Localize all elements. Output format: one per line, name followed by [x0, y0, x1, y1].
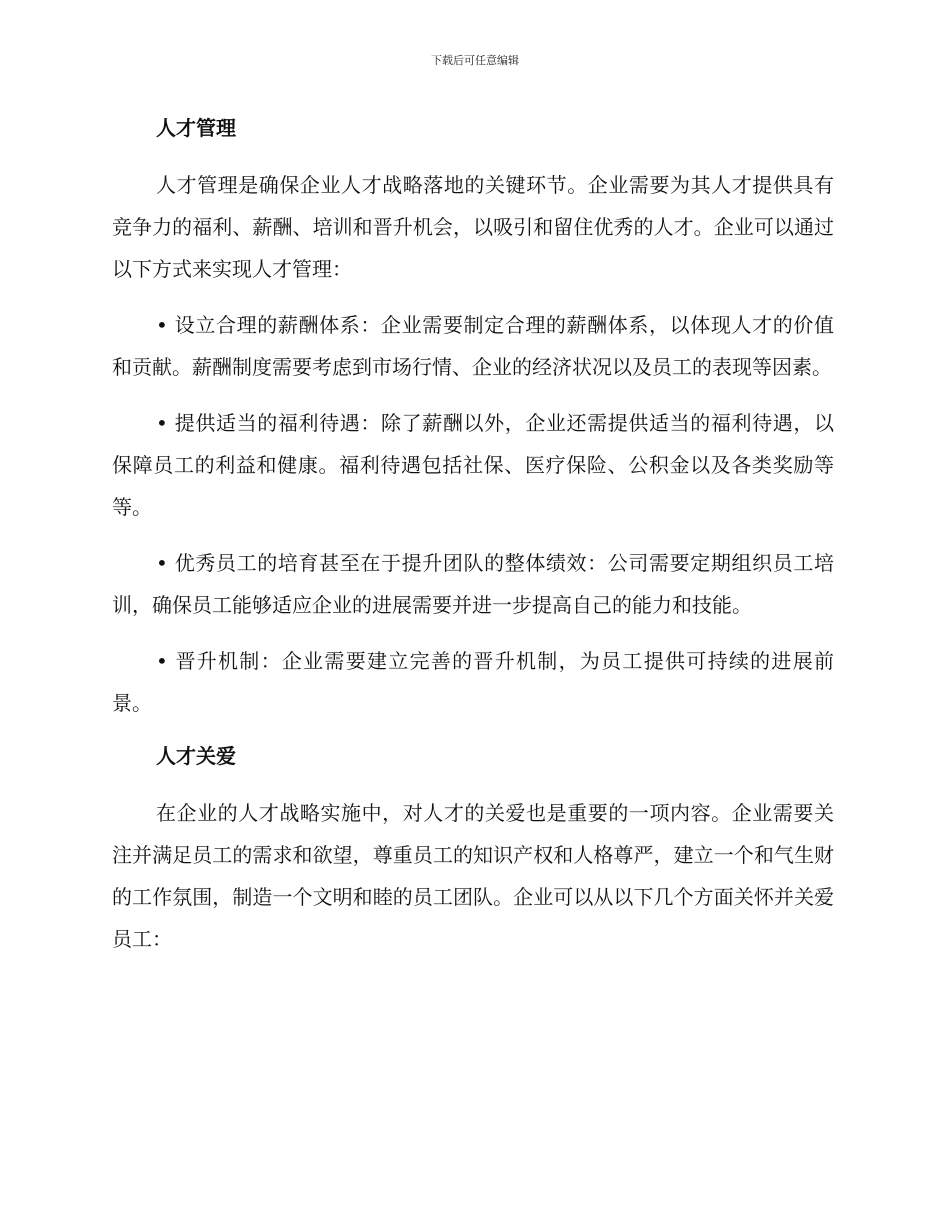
section-title-talent-care: 人才关爱	[156, 744, 236, 768]
section-title-talent-management: 人才管理	[156, 116, 236, 140]
bullet-paragraph-training: • 优秀员工的培育甚至在于提升团队的整体绩效：公司需要定期组织员工培训，确保员工能够适应企业的进展需要并进一步提高自己的能力和技能。	[112, 551, 834, 617]
page-header: 下载后可任意编辑	[431, 54, 519, 67]
care-paragraph: 在企业的人才战略实施中，对人才的关爱也是重要的一项内容。企业需要关注并满足员工的需求和欲望，尊重员工的知识产权和人格尊严，建立一个和气生财的工作氛围，制造一个文明和睦的员工团队。企业可以从以下几个方面关怀并关爱员工：	[112, 801, 834, 951]
bullet-paragraph-salary: • 设立合理的薪酬体系：企业需要制定合理的薪酬体系，以体现人才的价值和贡献。薪酬制度需要考虑到市场行情、企业的经济状况以及员工的表现等因素。	[112, 313, 834, 379]
bullet-paragraph-benefits: • 提供适当的福利待遇：除了薪酬以外，企业还需提供适当的福利待遇，以保障员工的利益和健康。福利待遇包括社保、医疗保险、公积金以及各类奖励等等。	[112, 411, 834, 519]
intro-paragraph: 人才管理是确保企业人才战略落地的关键环节。企业需要为其人才提供具有竞争力的福利、薪酬、培训和晋升机会，以吸引和留住优秀的人才。企业可以通过以下方式来实现人才管理：	[112, 173, 834, 281]
document-body	[112, 110, 834, 960]
bullet-paragraph-promotion: • 晋升机制：企业需要建立完善的晋升机制，为员工提供可持续的进展前景。	[112, 649, 834, 715]
